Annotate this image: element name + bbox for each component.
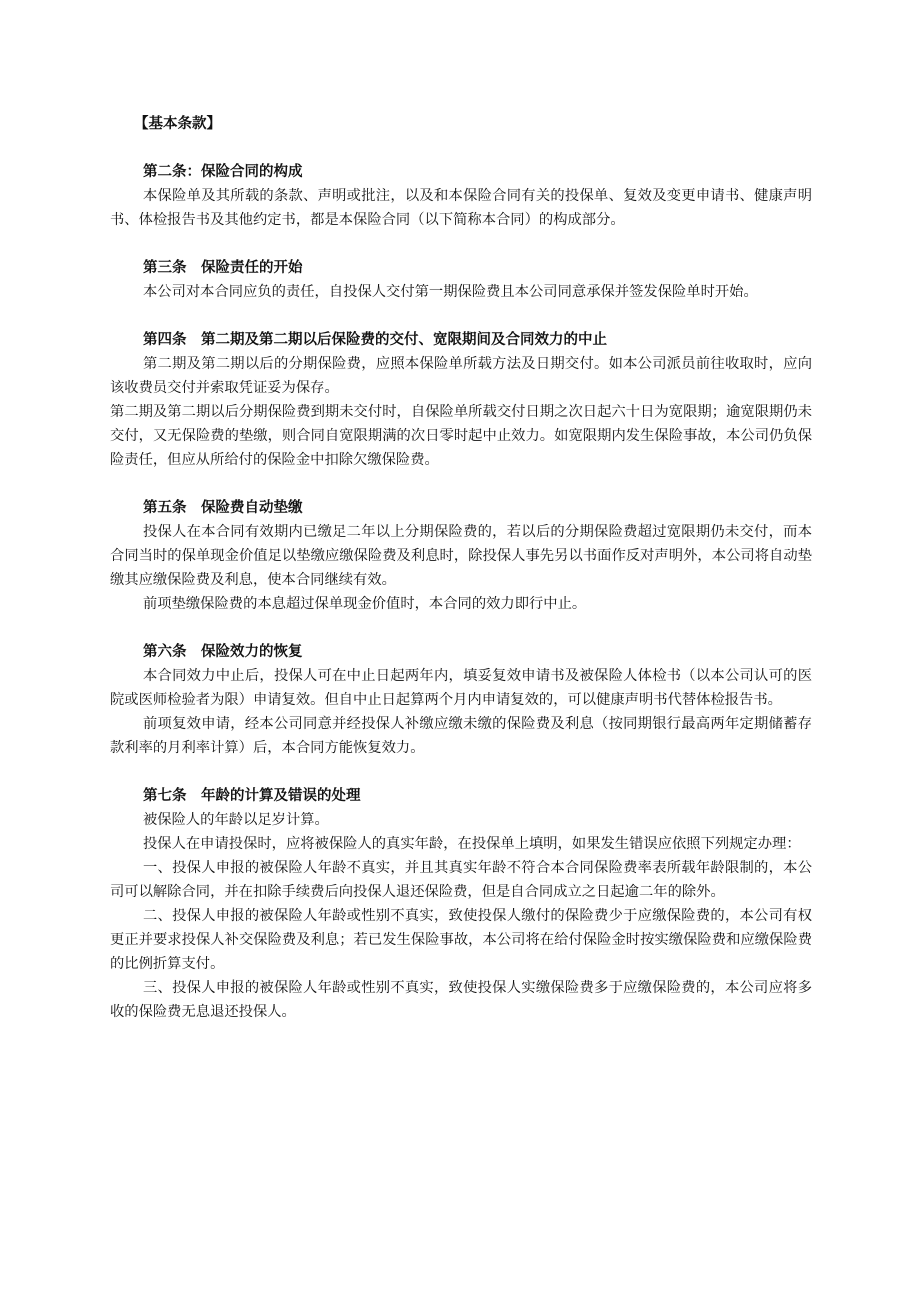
clause-section bbox=[110, 328, 812, 496]
section-spacer bbox=[110, 616, 812, 640]
clause-heading: 第四条 第二期及第二期以后保险费的交付、宽限期间及合同效力的中止 bbox=[143, 332, 607, 348]
clause-paragraph: 被保险人的年龄以足岁计算。 bbox=[143, 812, 329, 828]
clause-heading: 第五条 保险费自动垫缴 bbox=[143, 500, 303, 516]
section-spacer bbox=[110, 760, 812, 784]
clause-paragraph: 第二期及第二期以后的分期保险费，应照本保险单所载方法及日期交付。如本公司派员前往收取时，应向该收费员交付并索取凭证妥为保存。 bbox=[110, 356, 812, 396]
clause-paragraph: 本保险单及其所载的条款、声明或批注，以及和本保险合同有关的投保单、复效及变更申请书、健康声明书、体检报告书及其他约定书，都是本保险合同（以下简称本合同）的构成部分。 bbox=[110, 188, 812, 228]
clause-paragraph: 前项垫缴保险费的本息超过保单现金价值时，本合同的效力即行中止。 bbox=[143, 596, 587, 612]
clause-paragraph: 本合同效力中止后，投保人可在中止日起两年内，填妥复效申请书及被保险人体检书（以本公司认可的医院或医师检验者为限）申请复效。但自中止日起算两个月内申请复效的，可以健康声明书代替体检报告书。 bbox=[110, 668, 812, 708]
clause-paragraph: 投保人在申请投保时，应将被保险人的真实年龄，在投保单上填明，如果发生错误应依照下列规定办理： bbox=[143, 836, 801, 852]
clause-paragraph: 前项复效申请，经本公司同意并经投保人补缴应缴未缴的保险费及利息（按同期银行最高两年定期储蓄存款利率的月利率计算）后，本合同方能恢复效力。 bbox=[110, 716, 812, 756]
clause-section bbox=[110, 496, 812, 640]
clause-heading: 第三条 保险责任的开始 bbox=[143, 260, 303, 276]
clause-section bbox=[110, 640, 812, 784]
clause-paragraph: 投保人在本合同有效期内已缴足二年以上分期保险费的，若以后的分期保险费超过宽限期仍未交付，而本合同当时的保单现金价值足以垫缴应缴保险费及利息时，除投保人事先另以书面作反对声明外，本公司将自动垫缴其应缴保险费及利息，使本合同继续有效。 bbox=[110, 524, 812, 588]
clause-paragraph: 本公司对本合同应负的责任，自投保人交付第一期保险费且本公司同意承保并签发保险单时开始。 bbox=[143, 284, 758, 300]
clause-heading: 第六条 保险效力的恢复 bbox=[143, 644, 303, 660]
section-spacer bbox=[110, 472, 812, 496]
clause-section bbox=[110, 784, 812, 1024]
clause-paragraph: 三、投保人申报的被保险人年龄或性别不真实，致使投保人实缴保险费多于应缴保险费的，本公司应将多收的保险费无息退还投保人。 bbox=[110, 980, 812, 1020]
page-title: 【基本条款】 bbox=[134, 116, 221, 132]
document-page bbox=[110, 112, 812, 1024]
clause-paragraph: 第二期及第二期以后分期保险费到期未交付时，自保险单所载交付日期之次日起六十日为宽限期；逾宽限期仍未交付，又无保险费的垫缴，则合同自宽限期满的次日零时起中止效力。如宽限期内发生保险事故，本公司仍负保险责任，但应从所给付的保险金中扣除欠缴保险费。 bbox=[110, 404, 812, 468]
clause-section bbox=[110, 256, 812, 328]
section-spacer bbox=[110, 304, 812, 328]
clause-section bbox=[110, 160, 812, 256]
clause-paragraph: 一、投保人申报的被保险人年龄不真实，并且其真实年龄不符合本合同保险费率表所载年龄限制的，本公司可以解除合同，并在扣除手续费后向投保人退还保险费，但是自合同成立之日起逾二年的除外。 bbox=[110, 860, 812, 900]
clause-paragraph: 二、投保人申报的被保险人年龄或性别不真实，致使投保人缴付的保险费少于应缴保险费的，本公司有权更正并要求投保人补交保险费及利息；若已发生保险事故，本公司将在给付保险金时按实缴保险费和应缴保险费的比例折算支付。 bbox=[110, 908, 812, 972]
clause-heading: 第七条 年龄的计算及错误的处理 bbox=[143, 788, 361, 804]
section-spacer bbox=[110, 232, 812, 256]
clause-heading: 第二条：保险合同的构成 bbox=[143, 164, 303, 180]
clauses-container bbox=[110, 160, 812, 1024]
